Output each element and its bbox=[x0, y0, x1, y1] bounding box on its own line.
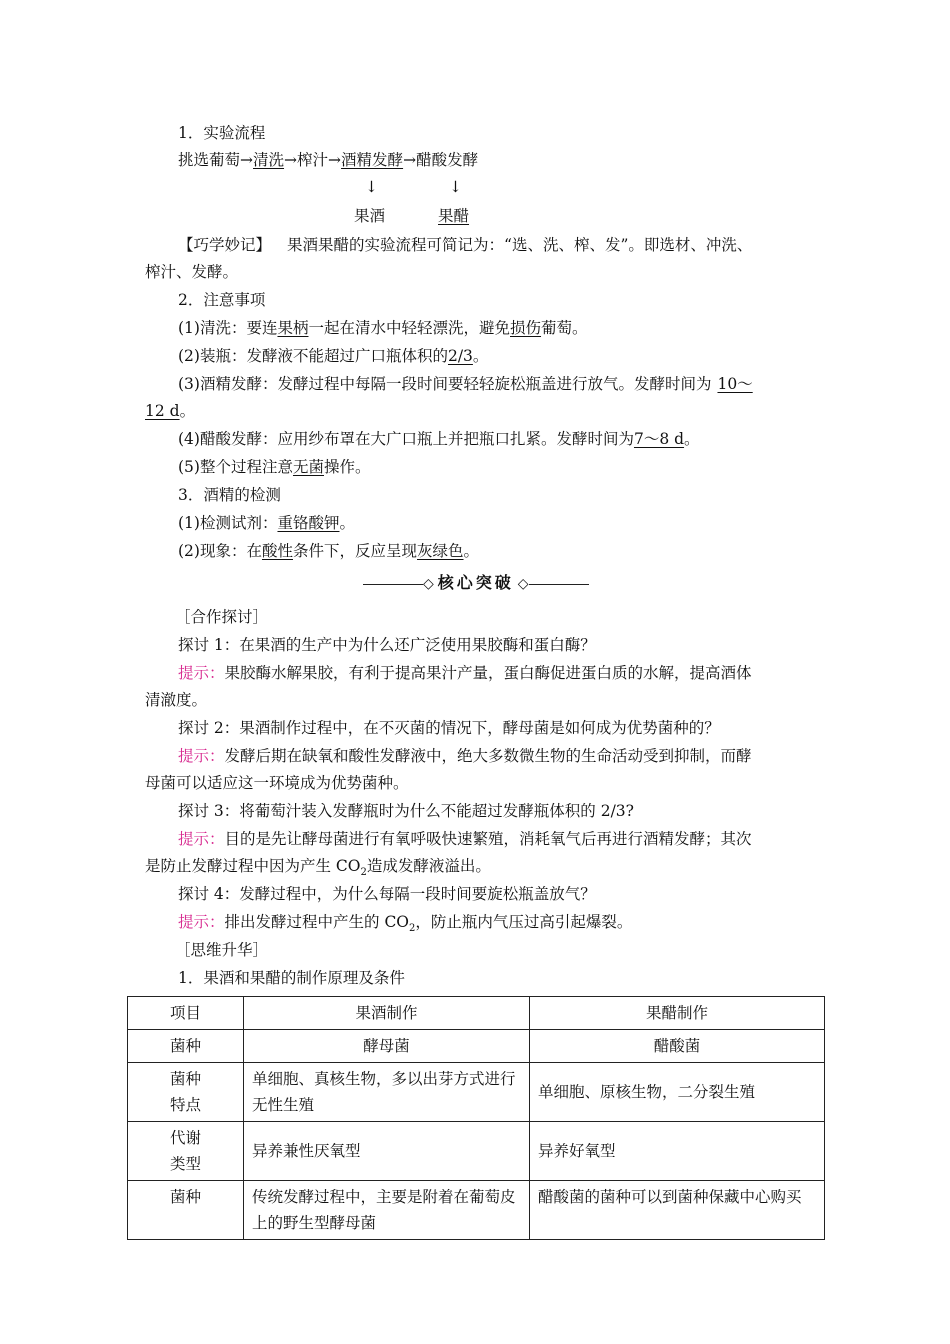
arrow-down-icon: ↓ bbox=[365, 178, 378, 196]
section-heading-flow: 1．实验流程 bbox=[178, 124, 266, 142]
discussion-answer-2-continued: 母菌可以适应这一环境成为优势菌种。 bbox=[145, 774, 409, 792]
flow-line bbox=[178, 150, 478, 170]
note-text: (2)现象：在 bbox=[178, 542, 262, 560]
table-row bbox=[128, 1030, 825, 1063]
discussion-answer-3-continued bbox=[145, 856, 491, 883]
table-cell-wine: 异养兼性厌氧型 bbox=[244, 1122, 530, 1181]
answer-text: 发酵后期在缺氧和酸性发酵液中，绝大多数微生物的生命活动受到抑制，而酵 bbox=[224, 747, 752, 765]
table-row bbox=[128, 1181, 825, 1240]
note-text: 。 bbox=[463, 542, 480, 560]
discussion-question-2: 探讨 2：果酒制作过程中，在不灭菌的情况下，酵母菌是如何成为优势菌种的？ bbox=[178, 719, 720, 737]
subscript: 2 bbox=[360, 867, 367, 879]
note-text: 葡萄。 bbox=[541, 319, 588, 337]
table-cell-wine: 传统发酵过程中，主要是附着在葡萄皮上的野生型酵母菌 bbox=[244, 1181, 530, 1240]
flow-step-wash: 清洗 bbox=[253, 151, 285, 169]
discussion-answer-1-continued: 清澈度。 bbox=[145, 691, 208, 709]
memo-text-continued: 榨汁、发酵。 bbox=[145, 263, 239, 281]
memo-text: 果酒果醋的实验流程可简记为：“选、洗、榨、发”。即选材、冲洗、 bbox=[287, 236, 753, 254]
answer-text: 是防止发酵过程中因为产生 CO bbox=[145, 857, 361, 875]
table-row bbox=[128, 1122, 825, 1181]
discussion-question-3: 探讨 3：将葡萄汁装入发酵瓶时为什么不能超过发酵瓶体积的 2/3? bbox=[178, 802, 634, 820]
discussion-answer-1 bbox=[178, 663, 752, 683]
note-text: (3)酒精发酵：发酵过程中每隔一段时间要轻轻旋松瓶盖进行放气。发酵时间为 bbox=[178, 375, 712, 393]
table-cell-vinegar: 单细胞、原核生物，二分裂生殖 bbox=[530, 1063, 825, 1122]
note-text: 。 bbox=[339, 514, 355, 532]
note-text: 一起在清水中轻轻漂洗，避免 bbox=[308, 319, 510, 337]
discussion-answer-3 bbox=[178, 829, 752, 849]
note-text: (1)清洗：要连 bbox=[178, 319, 278, 337]
flow-step-acetic-fermentation: 醋酸发酵 bbox=[416, 151, 479, 169]
note-answer: 果柄 bbox=[277, 319, 309, 337]
table-header-cell: 果醋制作 bbox=[530, 997, 825, 1030]
memo-label: 【巧学妙记】 bbox=[178, 236, 272, 254]
answer-text: 目的是先让酵母菌进行有氧呼吸快速繁殖，消耗氧气后再进行酒精发酵；其次 bbox=[224, 830, 752, 848]
hint-label: 提示： bbox=[178, 830, 225, 848]
banner-title: 核心突破 bbox=[437, 573, 514, 592]
note-answer: 损伤 bbox=[510, 319, 542, 337]
note-answer: 酸性 bbox=[261, 542, 293, 560]
discussion-question-4: 探讨 4：发酵过程中，为什么每隔一段时间要旋松瓶盖放气？ bbox=[178, 885, 596, 903]
section-banner bbox=[363, 573, 589, 594]
table-cell-item: 代谢 类型 bbox=[128, 1122, 244, 1181]
note-item-1 bbox=[178, 318, 588, 338]
note-text: 条件下，反应呈现 bbox=[292, 542, 417, 560]
note-answer: 10～ bbox=[717, 375, 753, 393]
table-cell-wine: 单细胞、真核生物，多以出芽方式进行无性生殖 bbox=[244, 1063, 530, 1122]
note-text: (1)检测试剂： bbox=[178, 514, 278, 532]
note-answer: 7～8 d bbox=[633, 430, 685, 448]
table-cell-item: 菌种 bbox=[128, 1030, 244, 1063]
note-answer: 无菌 bbox=[292, 458, 324, 476]
hint-label: 提示： bbox=[178, 664, 225, 682]
arrow-down-icon: ↓ bbox=[449, 178, 462, 196]
note-item-5 bbox=[178, 457, 371, 477]
note-text: (4)醋酸发酵：应用纱布罩在大广口瓶上并把瓶口扎紧。发酵时间为 bbox=[178, 430, 634, 448]
answer-text: ，防止瓶内气压过高引起爆裂。 bbox=[415, 913, 633, 931]
subscript: 2 bbox=[409, 923, 416, 935]
discussion-answer-4 bbox=[178, 912, 632, 939]
note-answer: 灰绿色 bbox=[417, 542, 464, 560]
detection-item-2 bbox=[178, 541, 479, 561]
note-text: (5)整个过程注意 bbox=[178, 458, 293, 476]
flow-step-press: 榨汁 bbox=[297, 151, 329, 169]
table-cell-item: 菌种 特点 bbox=[128, 1063, 244, 1122]
table-header-cell: 果酒制作 bbox=[244, 997, 530, 1030]
answer-text: 造成发酵液溢出。 bbox=[366, 857, 491, 875]
arrow-right-icon: → bbox=[240, 151, 254, 169]
note-item-3-continued bbox=[145, 401, 195, 421]
table-header-row bbox=[128, 997, 825, 1030]
table-cell-vinegar: 异养好氧型 bbox=[530, 1122, 825, 1181]
discussion-answer-2 bbox=[178, 746, 752, 766]
flow-step-select: 挑选葡萄 bbox=[178, 151, 241, 169]
table-cell-item: 菌种 bbox=[128, 1181, 244, 1240]
flow-output-vinegar: 果醋 bbox=[438, 207, 470, 225]
section-heading-detection: 3．酒精的检测 bbox=[178, 486, 281, 504]
hint-label: 提示： bbox=[178, 747, 225, 765]
note-answer: 重铬酸钾 bbox=[277, 514, 340, 532]
note-text: 操作。 bbox=[323, 458, 371, 476]
table-cell-vinegar: 醋酸菌的菌种可以到菌种保藏中心购买 bbox=[530, 1181, 825, 1240]
flow-output-wine: 果酒 bbox=[354, 207, 386, 225]
divider bbox=[363, 584, 423, 585]
thinking-label: ［思维升华］ bbox=[175, 941, 269, 959]
comparison-table bbox=[127, 996, 825, 1240]
note-item-4 bbox=[178, 429, 700, 449]
note-text: (2)装瓶：发酵液不能超过广口瓶体积的 bbox=[178, 347, 448, 365]
table-cell-vinegar: 醋酸菌 bbox=[530, 1030, 825, 1063]
arrow-right-icon: → bbox=[403, 151, 417, 169]
note-text: 。 bbox=[472, 347, 489, 365]
arrow-right-icon: → bbox=[284, 151, 298, 169]
note-text: 。 bbox=[684, 430, 700, 448]
table-heading: 1．果酒和果醋的制作原理及条件 bbox=[178, 969, 405, 987]
discussion-question-1: 探讨 1：在果酒的生产中为什么还广泛使用果胶酶和蛋白酶？ bbox=[178, 636, 596, 654]
note-answer: 2/3 bbox=[447, 347, 473, 365]
note-item-3 bbox=[178, 374, 753, 394]
divider bbox=[529, 584, 589, 585]
arrow-right-icon: → bbox=[328, 151, 342, 169]
answer-text: 排出发酵过程中产生的 CO bbox=[224, 913, 410, 931]
diamond-icon: ◇ bbox=[517, 576, 529, 592]
diamond-icon: ◇ bbox=[423, 576, 434, 592]
note-text: 。 bbox=[179, 402, 196, 420]
table-row bbox=[128, 1063, 825, 1122]
table-cell-wine: 酵母菌 bbox=[244, 1030, 530, 1063]
detection-item-1 bbox=[178, 513, 355, 533]
memo-line bbox=[178, 235, 752, 255]
flow-step-alcohol-fermentation: 酒精发酵 bbox=[341, 151, 404, 169]
table-header-cell: 项目 bbox=[128, 997, 244, 1030]
note-answer: 12 d bbox=[145, 402, 180, 420]
section-heading-notes: 2．注意事项 bbox=[178, 291, 266, 309]
discussion-label: ［合作探讨］ bbox=[175, 608, 269, 626]
note-item-2 bbox=[178, 346, 488, 366]
hint-label: 提示： bbox=[178, 913, 225, 931]
answer-text: 果胶酶水解果胶，有利于提高果汁产量，蛋白酶促进蛋白质的水解，提高酒体 bbox=[224, 664, 752, 682]
